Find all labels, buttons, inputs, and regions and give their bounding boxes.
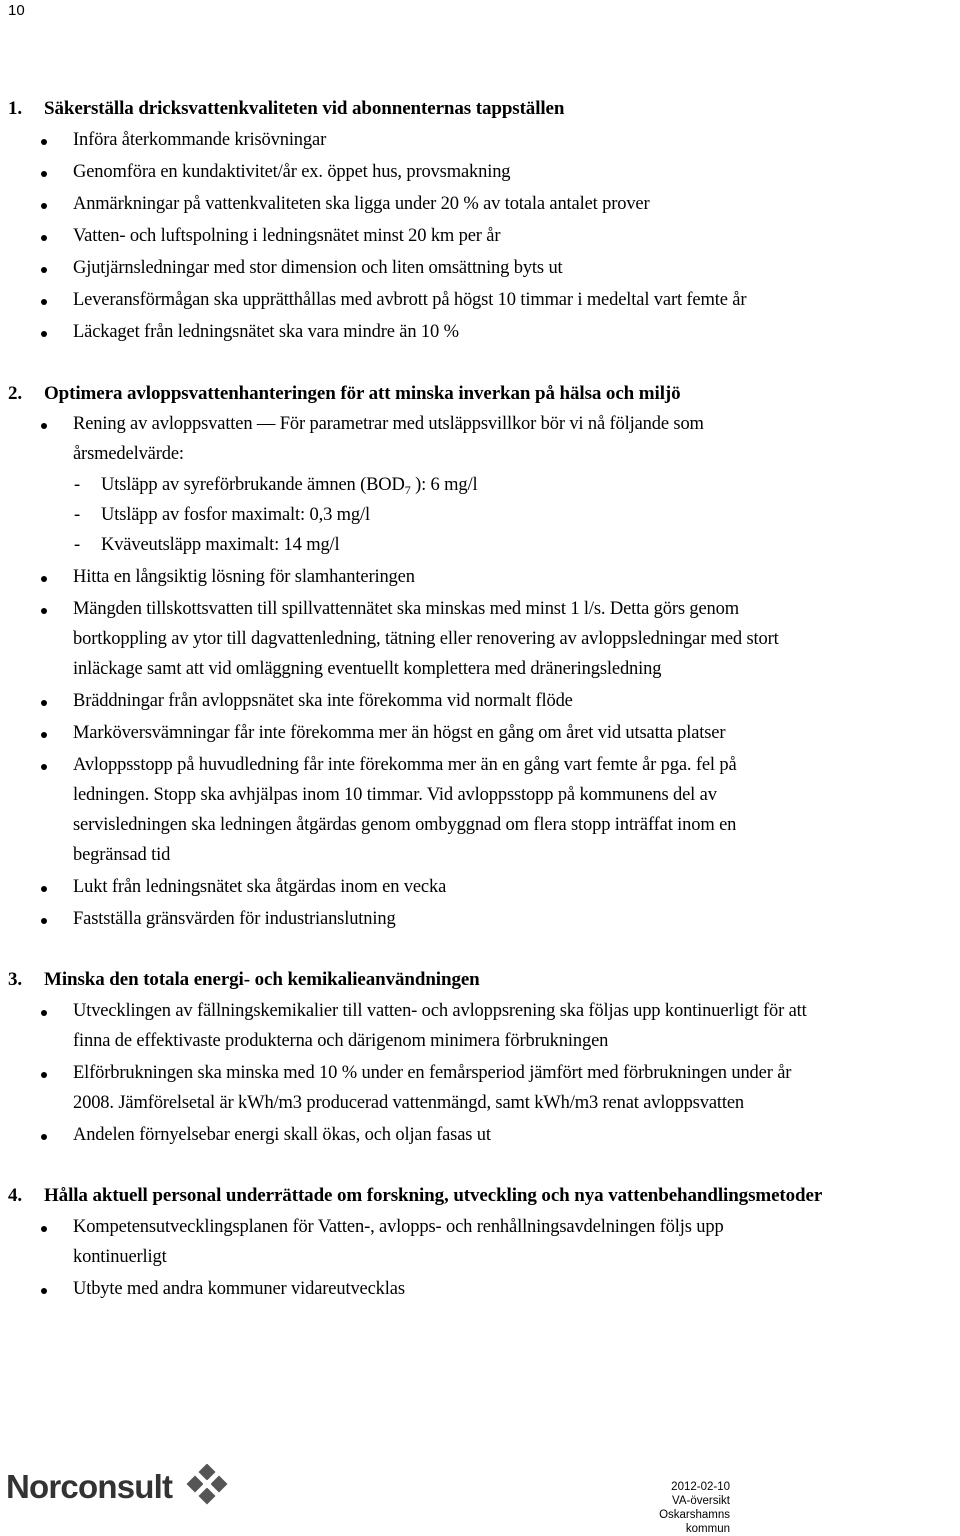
list-item-continuation: servisledningen ska ledningen åtgärdas genom ombyggnad om flera stopp inträffat inom en [73,815,737,835]
section-3-heading: 3. Minska den totala energi- och kemikalieanvändningen [8,969,480,990]
section-1-heading: 1. Säkerställa dricksvattenkvaliteten vid abonnenternas tappställen [8,98,565,119]
section-4-heading: 4. Hålla aktuell personal underrättade om forskning, utveckling och nya vattenbehandlingsmetoder [8,1185,823,1206]
list-item: Bräddningar från avloppsnätet ska inte förekomma vid normalt flöde [73,691,573,711]
list-item-continuation: finna de effektivaste produkterna och därigenom minimera förbrukningen [73,1031,609,1051]
list-item: Marköversvämningar får inte förekomma mer än högst en gång om året vid utsatta platser [73,723,726,743]
list-item: Anmärkningar på vattenkvaliteten ska ligga under 20 % av totala antalet prover [73,194,650,214]
dash-item: Utsläpp av fosfor maximalt: 0,3 mg/l [101,505,370,525]
list-item: Avloppsstopp på huvudledning får inte förekomma mer än en gång vart femte år pga. fel på [73,755,737,775]
list-item: Införa återkommande krisövningar [73,130,327,150]
list-item: Elförbrukningen ska minska med 10 % under en femårsperiod jämfört med förbrukningen under år [73,1063,792,1083]
dash-marker: - [74,535,81,555]
dash-item: Kväveutsläpp maximalt: 14 mg/l [101,535,340,555]
footer-doc-title: VA-översikt [672,1495,730,1507]
dash-marker: - [74,505,81,525]
list-item: Leveransförmågan ska upprätthållas med avbrott på högst 10 timmar i medeltal vart femte år [73,290,747,310]
page-number: 10 [8,2,25,19]
list-item: Vatten- och luftspolning i ledningsnätet minst 20 km per år [73,226,501,246]
list-item: Hitta en långsiktig lösning för slamhanteringen [73,567,415,587]
list-item: Rening av avloppsvatten — För parametrar med utsläppsvillkor bör vi nå följande som [73,414,704,434]
list-item: Läckaget från ledningsnätet ska vara mindre än 10 % [73,322,459,342]
logo-text: Norconsult [6,1468,173,1505]
dash-marker: - [74,475,81,495]
list-item-continuation: ledningen. Stopp ska avhjälpas inom 10 timmar. Vid avloppsstopp på kommunens del av [73,785,717,805]
list-item: Lukt från ledningsnätet ska åtgärdas inom en vecka [73,877,447,897]
dash-item: Utsläpp av syreförbrukande ämnen ($BOD_7$ ): 6 mg/l [101,475,478,497]
list-item: Mängden tillskottsvatten till spillvattennätet ska minskas med minst 1 l/s. Detta görs genom [73,599,739,619]
list-item: Gjutjärnsledningar med stor dimension och liten omsättning byts ut [73,258,563,278]
list-item-continuation: bortkoppling av ytor till dagvattenledning, tätning eller renovering av avloppsledningar med stort [73,629,779,649]
list-item: Fastställa gränsvärden för industrianslutning [73,909,396,929]
footer-date: 2012-02-10 [671,1481,730,1493]
footer-info [612,1480,730,1536]
list-item: Utbyte med andra kommuner vidareutvecklas [73,1279,405,1299]
list-item-continuation: årsmedelvärde: [73,444,184,464]
list-item: Utvecklingen av fällningskemikalier till vatten- och avloppsrening ska följas upp kontinuerligt för att [73,1001,807,1021]
list-item: Kompetensutvecklingsplanen för Vatten-, avlopps- och renhållningsavdelningen följs upp [73,1217,724,1237]
list-item-continuation: kontinuerligt [73,1247,167,1267]
section-2-heading: 2. Optimera avloppsvattenhanteringen för att minska inverkan på hälsa och miljö [8,383,681,404]
list-item: Genomföra en kundaktivitet/år ex. öppet hus, provsmakning [73,162,511,182]
list-item-continuation: begränsad tid [73,845,171,865]
footer-client: Oskarshamns kommun [659,1509,730,1535]
logo-mark-icon [184,1464,230,1508]
list-item: Andelen förnyelsebar energi skall ökas, och oljan fasas ut [73,1125,491,1145]
list-item-continuation: inläckage samt att vid omläggning eventuellt komplettera med dräneringsledning [73,659,662,679]
list-item-continuation: 2008. Jämförelsetal är kWh/m3 producerad vattenmängd, samt kWh/m3 renat avloppsvatten [73,1093,745,1113]
norconsult-logo [6,1468,172,1506]
